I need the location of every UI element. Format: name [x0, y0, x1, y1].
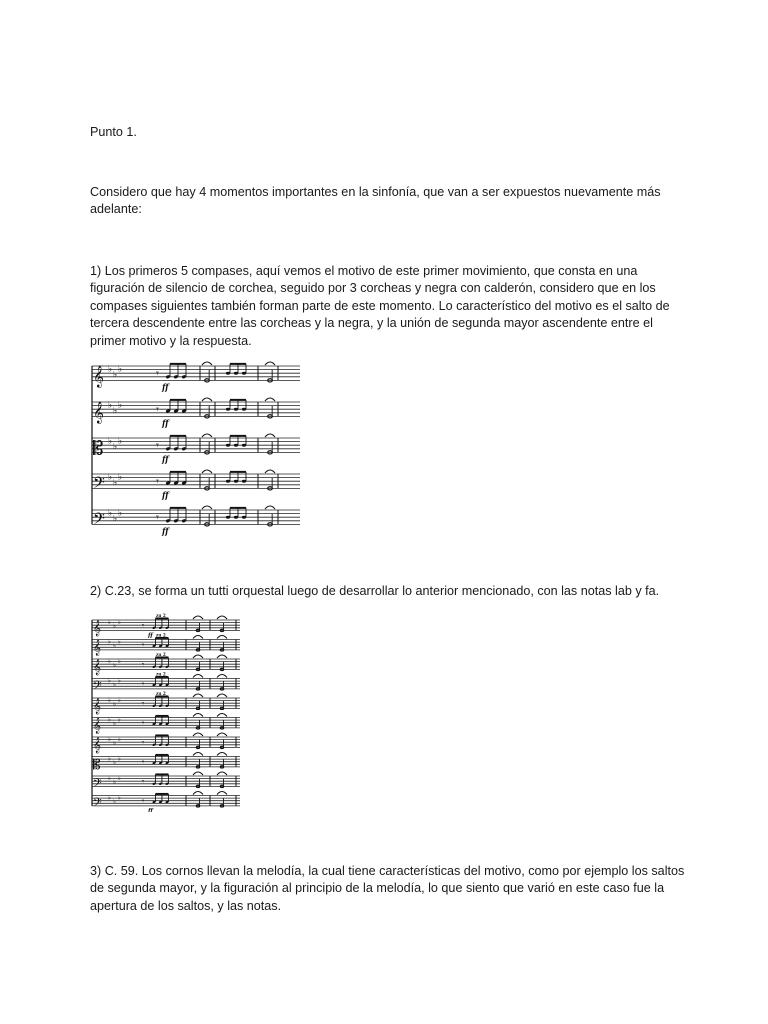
rest-icon: 𝄾 — [142, 620, 145, 630]
fermata-icon — [217, 753, 227, 756]
flat-icon: ♭ — [108, 638, 111, 646]
flat-icon: ♭ — [108, 794, 111, 802]
note-head — [234, 480, 238, 483]
dynamic-marking: ff — [162, 418, 169, 428]
note-head — [242, 480, 246, 483]
dynamic-marking: ff — [162, 382, 169, 392]
score-excerpt-1 — [90, 360, 302, 538]
rest-icon: 𝄾 — [142, 659, 145, 669]
clef-icon: 𝄞 — [93, 366, 105, 388]
flat-icon: ♭ — [113, 759, 116, 767]
note-head — [226, 408, 230, 411]
flat-icon: ♭ — [113, 513, 118, 524]
zu-2-annotation: zu 2 — [156, 632, 166, 638]
flat-icon: ♭ — [113, 700, 116, 708]
note-head — [234, 516, 238, 519]
flat-icon: ♭ — [113, 681, 116, 689]
fermata-icon — [193, 792, 203, 795]
fermata-icon — [202, 434, 212, 437]
flat-icon: ♭ — [118, 618, 121, 626]
dynamic-marking: ff — [148, 808, 153, 812]
section-2-paragraph: 2) C.23, se forma un tutti orquestal luego de desarrollar lo anterior mencionado, con las notas lab y fa. — [90, 584, 660, 598]
document-heading: Punto 1. — [90, 125, 137, 139]
fermata-icon — [217, 694, 227, 697]
flat-icon: ♭ — [118, 364, 123, 375]
rest-icon: 𝄾 — [142, 679, 145, 689]
fermata-icon — [217, 772, 227, 775]
flat-icon: ♭ — [108, 400, 113, 411]
flat-icon: ♭ — [113, 622, 116, 630]
fermata-icon — [217, 733, 227, 736]
flat-icon: ♭ — [118, 774, 121, 782]
flat-icon: ♭ — [118, 472, 123, 483]
dynamic-marking: ff — [148, 633, 153, 640]
flat-icon: ♭ — [118, 716, 121, 724]
fermata-icon — [265, 470, 275, 473]
flat-icon: ♭ — [113, 798, 116, 806]
fermata-icon — [193, 772, 203, 775]
flat-icon: ♭ — [108, 508, 113, 519]
zu-2-annotation: zu 2 — [156, 612, 166, 618]
flat-icon: ♭ — [113, 477, 118, 488]
flat-icon: ♭ — [118, 735, 121, 743]
flat-icon: ♭ — [118, 508, 123, 519]
fermata-icon — [202, 398, 212, 401]
fermata-icon — [265, 362, 275, 365]
dynamic-marking: ff — [162, 454, 169, 464]
fermata-icon — [265, 398, 275, 401]
note-head — [226, 444, 230, 447]
flat-icon: ♭ — [108, 436, 113, 447]
flat-icon: ♭ — [118, 400, 123, 411]
flat-icon: ♭ — [113, 720, 116, 728]
clef-icon: 𝄞 — [93, 659, 101, 676]
flat-icon: ♭ — [113, 441, 118, 452]
flat-icon: ♭ — [113, 778, 116, 786]
note-head — [234, 408, 238, 411]
clef-icon: 𝄡 — [93, 756, 101, 773]
note-head — [242, 408, 246, 411]
zu-2-annotation: zu 2 — [156, 651, 166, 657]
clef-icon: 𝄞 — [93, 402, 105, 424]
section-1-paragraph: 1) Los primeros 5 compases, aquí vemos el motivo de este primer movimiento, que consta en una figuración de silencio de corchea, seguido por 3 corcheas y negra con calderón, considero que en los compases siguientes también forman parte de este momento. Lo característico del motivo es el salto de tercera descendente entre las corcheas y la negra, y la unión de segunda mayor ascendente entre el primer motivo y la respuesta. — [90, 264, 670, 348]
score-2-notation — [90, 610, 242, 812]
rest-icon: 𝄾 — [156, 438, 159, 452]
rest-icon: 𝄾 — [142, 640, 145, 650]
flat-icon: ♭ — [118, 677, 121, 685]
clef-icon: 𝄢 — [93, 474, 106, 496]
flat-icon: ♭ — [113, 369, 118, 380]
flat-icon: ♭ — [108, 716, 111, 724]
fermata-icon — [265, 506, 275, 509]
fermata-icon — [193, 714, 203, 717]
fermata-icon — [202, 506, 212, 509]
fermata-icon — [202, 362, 212, 365]
flat-icon: ♭ — [118, 755, 121, 763]
zu-2-annotation: zu 2 — [156, 671, 166, 677]
clef-icon: 𝄞 — [93, 737, 101, 754]
fermata-icon — [193, 753, 203, 756]
flat-icon: ♭ — [118, 657, 121, 665]
rest-icon: 𝄾 — [142, 757, 145, 767]
clef-icon: 𝄢 — [93, 678, 102, 695]
flat-icon: ♭ — [108, 472, 113, 483]
fermata-icon — [217, 655, 227, 658]
rest-icon: 𝄾 — [156, 474, 159, 488]
flat-icon: ♭ — [113, 739, 116, 747]
fermata-icon — [193, 655, 203, 658]
flat-icon: ♭ — [118, 436, 123, 447]
clef-icon: 𝄢 — [93, 795, 102, 812]
dynamic-marking: ff — [162, 526, 169, 536]
flat-icon: ♭ — [108, 364, 113, 375]
note-head — [226, 480, 230, 483]
note-head — [234, 372, 238, 375]
dynamic-marking: ff — [162, 490, 169, 500]
fermata-icon — [265, 434, 275, 437]
fermata-icon — [217, 616, 227, 619]
flat-icon: ♭ — [108, 657, 111, 665]
fermata-icon — [217, 636, 227, 639]
clef-icon: 𝄞 — [93, 698, 101, 715]
fermata-icon — [202, 470, 212, 473]
flat-icon: ♭ — [108, 755, 111, 763]
clef-icon: 𝄞 — [93, 620, 101, 637]
flat-icon: ♭ — [108, 735, 111, 743]
fermata-icon — [193, 694, 203, 697]
fermata-icon — [217, 714, 227, 717]
rest-icon: 𝄾 — [142, 698, 145, 708]
note-head — [226, 516, 230, 519]
section-3-paragraph: 3) C. 59. Los cornos llevan la melodía, la cual tiene características del motivo, como por ejemplo los saltos de segunda mayor, y la figuración al principio de la melodía, lo que siento que varió en este caso fue la apertura de los saltos, y las notas. — [90, 864, 685, 913]
flat-icon: ♭ — [118, 794, 121, 802]
flat-icon: ♭ — [113, 642, 116, 650]
clef-icon: 𝄢 — [93, 510, 106, 532]
note-head — [234, 444, 238, 447]
note-head — [226, 372, 230, 375]
fermata-icon — [193, 616, 203, 619]
rest-icon: 𝄾 — [142, 718, 145, 728]
clef-icon: 𝄞 — [93, 639, 101, 656]
intro-paragraph: Considero que hay 4 momentos importantes en la sinfonía, que van a ser expuestos nuevamente más adelante: — [90, 185, 661, 217]
flat-icon: ♭ — [118, 696, 121, 704]
fermata-icon — [193, 733, 203, 736]
fermata-icon — [217, 792, 227, 795]
rest-icon: 𝄾 — [142, 737, 145, 747]
score-excerpt-2 — [90, 610, 242, 812]
clef-icon: 𝄡 — [93, 438, 104, 460]
flat-icon: ♭ — [108, 618, 111, 626]
rest-icon: 𝄾 — [142, 776, 145, 786]
clef-icon: 𝄞 — [93, 717, 101, 734]
flat-icon: ♭ — [113, 661, 116, 669]
rest-icon: 𝄾 — [156, 366, 159, 380]
rest-icon: 𝄾 — [142, 796, 145, 806]
flat-icon: ♭ — [108, 677, 111, 685]
flat-icon: ♭ — [108, 696, 111, 704]
note-head — [242, 516, 246, 519]
flat-icon: ♭ — [113, 405, 118, 416]
flat-icon: ♭ — [118, 638, 121, 646]
zu-2-annotation: zu 2 — [156, 690, 166, 696]
rest-icon: 𝄾 — [156, 402, 159, 416]
note-head — [242, 372, 246, 375]
fermata-icon — [193, 675, 203, 678]
rest-icon: 𝄾 — [156, 510, 159, 524]
clef-icon: 𝄢 — [93, 776, 102, 793]
note-head — [242, 444, 246, 447]
score-1-notation — [90, 360, 302, 538]
fermata-icon — [193, 636, 203, 639]
flat-icon: ♭ — [108, 774, 111, 782]
fermata-icon — [217, 675, 227, 678]
